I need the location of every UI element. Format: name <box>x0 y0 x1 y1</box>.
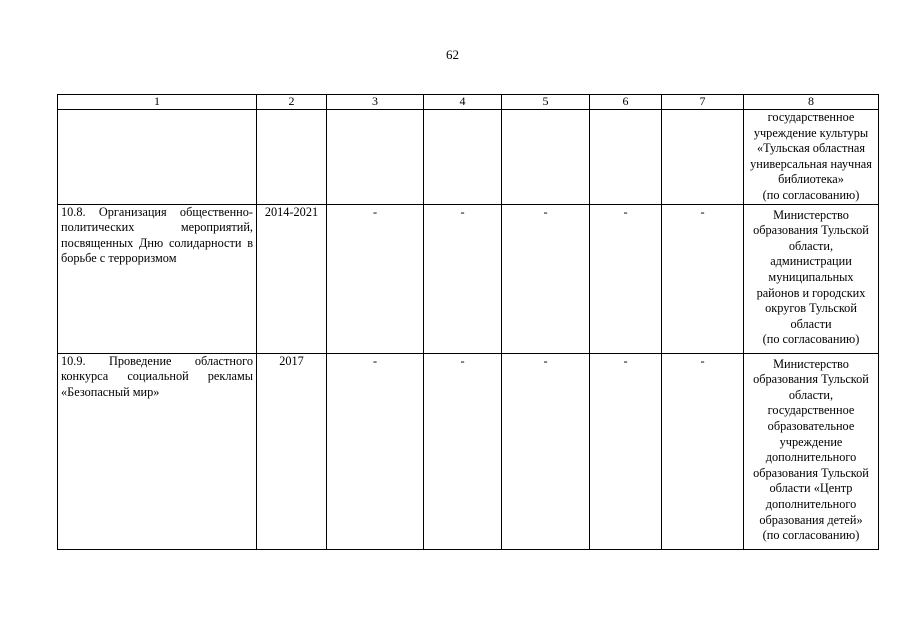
executor-line: муниципальных <box>768 269 854 284</box>
years-cell <box>257 110 327 205</box>
program-table <box>57 94 879 550</box>
executor-line: учреждение культуры <box>753 125 869 140</box>
executor-line: (по согласованию) <box>762 332 860 347</box>
executor-line: «Тульская областная <box>756 141 866 156</box>
years-cell: 2017 <box>257 353 327 549</box>
executor-line: (по согласованию) <box>762 528 860 543</box>
executor-line: государственное <box>767 403 855 418</box>
page-number: 62 <box>446 47 459 62</box>
executor-line: области <box>790 316 832 331</box>
funding-cell-6: - <box>590 204 662 353</box>
executor-line: дополнительного <box>765 496 857 511</box>
column-header-3: 3 <box>327 95 424 110</box>
column-header-7: 7 <box>662 95 744 110</box>
executor-line: районов и городских <box>756 285 866 300</box>
column-header-8: 8 <box>744 95 879 110</box>
column-header-5: 5 <box>502 95 590 110</box>
column-header-2: 2 <box>257 95 327 110</box>
funding-cell-5 <box>502 110 590 205</box>
years-cell: 2014-2021 <box>257 204 327 353</box>
executor-line: округов Тульской <box>765 301 857 316</box>
funding-cell-7: - <box>662 204 744 353</box>
measure-name: 10.8. Организация общественно-политических мероприятий, посвященных Дню солидарности в борьбе с терроризмом <box>58 204 257 353</box>
funding-cell-5: - <box>502 204 590 353</box>
executor-line: дополнительного <box>765 450 857 465</box>
executor-line: библиотека» <box>778 172 844 187</box>
funding-cell-3: - <box>327 204 424 353</box>
header-row <box>58 95 879 110</box>
column-header-1: 1 <box>58 95 257 110</box>
funding-cell-6 <box>590 110 662 205</box>
executor-line: образования Тульской <box>753 372 869 387</box>
table-row <box>58 204 879 353</box>
executor-cell <box>744 110 879 205</box>
funding-cell-7 <box>662 110 744 205</box>
funding-cell-4 <box>424 110 502 205</box>
executor-line: области «Центр <box>769 481 853 496</box>
executor-line: области, <box>788 387 834 402</box>
executor-line: Министерство <box>773 356 849 371</box>
executor-line: образовательное <box>767 418 855 433</box>
funding-cell-4: - <box>424 204 502 353</box>
executor-line: администрации <box>770 254 852 269</box>
executor-line: государственное <box>767 110 855 124</box>
funding-cell-5: - <box>502 353 590 549</box>
executor-line: учреждение <box>779 434 843 449</box>
executor-line: образования Тульской <box>753 223 869 238</box>
funding-cell-3: - <box>327 353 424 549</box>
funding-cell-4: - <box>424 353 502 549</box>
measure-name <box>58 110 257 205</box>
funding-cell-3 <box>327 110 424 205</box>
executor-line: образования Тульской <box>753 465 869 480</box>
executor-line: образования детей» <box>759 512 863 527</box>
funding-cell-7: - <box>662 353 744 549</box>
executor-cell <box>744 353 879 549</box>
executor-line: универсальная научная <box>750 156 872 171</box>
column-header-4: 4 <box>424 95 502 110</box>
measure-name: 10.9. Проведение областного конкурса социальной рекламы «Безопасный мир» <box>58 353 257 549</box>
table-row <box>58 353 879 549</box>
executor-cell <box>744 204 879 353</box>
executor-line: области, <box>788 238 834 253</box>
column-header-6: 6 <box>590 95 662 110</box>
executor-line: Министерство <box>773 207 849 222</box>
executor-line: (по согласованию) <box>762 187 860 202</box>
table-row <box>58 110 879 205</box>
funding-cell-6: - <box>590 353 662 549</box>
